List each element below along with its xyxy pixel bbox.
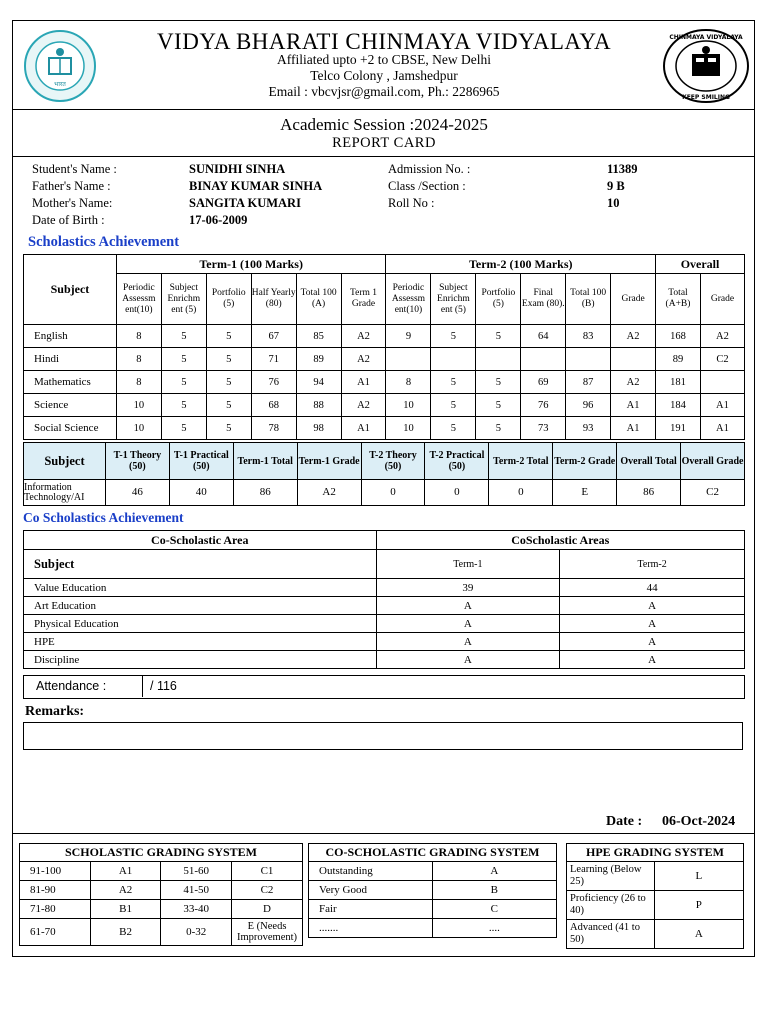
- table-row: [24, 371, 745, 394]
- table-cell: 5: [206, 417, 251, 440]
- column-header: Term 1 Grade: [341, 274, 386, 325]
- coscholastic-area-header: Co-Scholastic Area: [24, 531, 377, 550]
- it-table: [23, 442, 745, 506]
- grading-cell: Advanced (41 to 50): [567, 920, 655, 949]
- scholastic-title: Scholastics Achievement: [28, 234, 180, 250]
- table-cell: [521, 348, 566, 371]
- table-cell: [566, 348, 611, 371]
- it-column-header: Overall Total: [617, 443, 681, 480]
- coscholastic-area-name: HPE: [24, 633, 377, 651]
- it-cell: E: [553, 480, 617, 506]
- grading-cell: C: [432, 900, 556, 919]
- it-cell: 0: [489, 480, 553, 506]
- table-cell: [611, 348, 656, 371]
- table-cell: A1: [700, 417, 744, 440]
- coscholastic-term1-value: A: [376, 615, 560, 633]
- table-cell: 5: [161, 348, 206, 371]
- grading-row: [20, 862, 303, 881]
- table-cell: 10: [386, 417, 431, 440]
- coscholastic-areas-header: CoScholastic Areas: [376, 531, 745, 550]
- admission-value: 11389: [607, 162, 638, 176]
- column-header: Subject Enrichm ent (5): [161, 274, 206, 325]
- table-cell: 8: [116, 371, 161, 394]
- remarks-box: [23, 722, 743, 750]
- subject-name: Science: [24, 394, 117, 417]
- coscholastic-area-name: Art Education: [24, 597, 377, 615]
- grading-cell: Fair: [309, 900, 433, 919]
- grading-row: [309, 900, 557, 919]
- it-column-header: Overall Grade: [681, 443, 745, 480]
- table-cell: 8: [116, 348, 161, 371]
- grading-row: [20, 881, 303, 900]
- grading-cell: Outstanding: [309, 862, 433, 881]
- header-divider: [12, 109, 755, 110]
- table-cell: 8: [116, 325, 161, 348]
- column-header: Total (A+B): [656, 274, 701, 325]
- date-label: Date :: [606, 814, 643, 829]
- table-row: [24, 325, 745, 348]
- grading-cell: C1: [232, 862, 303, 881]
- grading-cell: ....: [432, 919, 556, 938]
- coscholastic-subject-header: Subject: [24, 550, 377, 579]
- table-cell: A1: [341, 417, 386, 440]
- coscholastic-term2-value: 44: [560, 579, 745, 597]
- scholastic-grading-title: SCHOLASTIC GRADING SYSTEM: [20, 844, 303, 862]
- grading-cell: B2: [90, 919, 161, 946]
- student-name-label: Student's Name :: [32, 162, 117, 176]
- mother-name: SANGITA KUMARI: [189, 196, 301, 210]
- coscholastic-term2-value: A: [560, 651, 745, 669]
- table-cell: 89: [296, 348, 341, 371]
- school-affiliation: Affiliated upto +2 to CBSE, New Delhi: [277, 52, 491, 67]
- table-cell: 68: [251, 394, 296, 417]
- grading-cell: 61-70: [20, 919, 91, 946]
- table-cell: 5: [161, 417, 206, 440]
- it-column-header: Term-2 Grade: [553, 443, 617, 480]
- it-cell: Information Technology/AI: [24, 480, 106, 506]
- table-row: [24, 348, 745, 371]
- attendance-value: / 116: [150, 679, 177, 693]
- column-header: Half Yearly (80): [251, 274, 296, 325]
- column-header: Periodic Assessm ent(10): [386, 274, 431, 325]
- attendance-box: [23, 675, 745, 699]
- table-cell: 85: [296, 325, 341, 348]
- grading-cell: .......: [309, 919, 433, 938]
- grading-cell: B1: [90, 900, 161, 919]
- table-cell: A2: [341, 394, 386, 417]
- grading-cell: 71-80: [20, 900, 91, 919]
- remarks-label: Remarks:: [25, 704, 85, 719]
- table-row: [24, 417, 745, 440]
- table-row: [24, 579, 745, 597]
- grading-cell: 51-60: [161, 862, 232, 881]
- column-header: Portfolio (5): [476, 274, 521, 325]
- table-cell: 69: [521, 371, 566, 394]
- grading-cell: 41-50: [161, 881, 232, 900]
- table-cell: 94: [296, 371, 341, 394]
- grading-cell: Learning (Below 25): [567, 862, 655, 891]
- grading-row: [309, 862, 557, 881]
- term2-header: Term-2 (100 Marks): [386, 255, 656, 274]
- table-cell: 184: [656, 394, 701, 417]
- table-cell: 5: [431, 371, 476, 394]
- table-cell: A1: [611, 394, 656, 417]
- term1-header: Term-1 (100 Marks): [116, 255, 386, 274]
- table-cell: [431, 348, 476, 371]
- table-cell: 64: [521, 325, 566, 348]
- scholastic-grading-table: [19, 843, 303, 946]
- table-cell: 5: [431, 394, 476, 417]
- table-cell: 5: [161, 325, 206, 348]
- scholastic-table: [23, 254, 745, 440]
- coscholastic-area-name: Physical Education: [24, 615, 377, 633]
- table-cell: A2: [700, 325, 744, 348]
- it-column-header: T-1 Practical (50): [169, 443, 233, 480]
- grading-row: [309, 919, 557, 938]
- table-row: [24, 615, 745, 633]
- table-cell: 5: [161, 394, 206, 417]
- table-cell: A2: [341, 325, 386, 348]
- footer-divider: [12, 833, 755, 834]
- grading-cell: 0-32: [161, 919, 232, 946]
- column-header: Grade: [611, 274, 656, 325]
- table-cell: 83: [566, 325, 611, 348]
- table-cell: 5: [431, 417, 476, 440]
- it-column-header: T-1 Theory (50): [105, 443, 169, 480]
- table-cell: 78: [251, 417, 296, 440]
- class-value: 9 B: [607, 179, 625, 193]
- table-cell: 76: [251, 371, 296, 394]
- table-cell: 5: [476, 394, 521, 417]
- report-title: REPORT CARD: [332, 135, 436, 151]
- table-cell: 67: [251, 325, 296, 348]
- subject-header: Subject: [24, 255, 117, 325]
- table-cell: 93: [566, 417, 611, 440]
- it-cell: 86: [233, 480, 297, 506]
- table-cell: A1: [611, 417, 656, 440]
- column-header: Total 100 (B): [566, 274, 611, 325]
- grading-cell: A: [654, 920, 743, 949]
- coscholastic-table: [23, 530, 745, 669]
- grading-cell: E (Needs Improvement): [232, 919, 303, 946]
- table-cell: 89: [656, 348, 701, 371]
- father-name-label: Father's Name :: [32, 179, 111, 193]
- it-column-header: Term-1 Grade: [297, 443, 361, 480]
- coscholastic-term2-value: A: [560, 633, 745, 651]
- grading-cell: 81-90: [20, 881, 91, 900]
- table-row: [24, 597, 745, 615]
- table-cell: 5: [161, 371, 206, 394]
- coscholastic-term1-value: A: [376, 633, 560, 651]
- table-cell: A1: [700, 394, 744, 417]
- grading-row: [567, 920, 744, 949]
- table-cell: 98: [296, 417, 341, 440]
- it-column-header: T-2 Practical (50): [425, 443, 489, 480]
- mother-name-label: Mother's Name:: [32, 196, 113, 210]
- table-cell: 5: [206, 371, 251, 394]
- table-cell: 5: [206, 394, 251, 417]
- it-cell: A2: [297, 480, 361, 506]
- it-column-header: T-2 Theory (50): [361, 443, 425, 480]
- table-cell: 76: [521, 394, 566, 417]
- father-name: BINAY KUMAR SINHA: [189, 179, 323, 193]
- grading-row: [20, 919, 303, 946]
- coscholastic-area-name: Value Education: [24, 579, 377, 597]
- school-name: VIDYA BHARATI CHINMAYA VIDYALAYA: [156, 29, 612, 54]
- coscholastic-term1-header: Term-1: [376, 550, 560, 579]
- hpe-grading-table: [566, 843, 744, 949]
- it-column-header: Term-2 Total: [489, 443, 553, 480]
- table-cell: 191: [656, 417, 701, 440]
- grading-cell: 91-100: [20, 862, 91, 881]
- subject-name: Social Science: [24, 417, 117, 440]
- it-cell: 46: [105, 480, 169, 506]
- table-cell: 5: [206, 348, 251, 371]
- svg-text:भारत: भारत: [54, 81, 66, 88]
- table-cell: [476, 348, 521, 371]
- grading-row: [567, 862, 744, 891]
- table-cell: A1: [341, 371, 386, 394]
- coscholastic-term1-value: A: [376, 597, 560, 615]
- table-cell: 5: [431, 325, 476, 348]
- roll-label: Roll No :: [388, 196, 435, 210]
- dob-label: Date of Birth :: [32, 213, 105, 227]
- table-cell: C2: [700, 348, 744, 371]
- subject-name: Hindi: [24, 348, 117, 371]
- grading-cell: B: [432, 881, 556, 900]
- table-cell: 168: [656, 325, 701, 348]
- coscholastic-term1-value: A: [376, 651, 560, 669]
- coscholastic-term2-value: A: [560, 615, 745, 633]
- table-cell: 5: [476, 417, 521, 440]
- table-cell: A2: [611, 371, 656, 394]
- table-row: [24, 394, 745, 417]
- subject-name: English: [24, 325, 117, 348]
- column-header: Grade: [700, 274, 744, 325]
- coscholastic-grading-title: CO-SCHOLASTIC GRADING SYSTEM: [309, 844, 557, 862]
- admission-label: Admission No. :: [388, 162, 471, 176]
- school-address: Telco Colony , Jamshedpur: [310, 68, 458, 83]
- table-cell: 5: [476, 371, 521, 394]
- grading-cell: A2: [90, 881, 161, 900]
- svg-text:KEEP SMILING: KEEP SMILING: [682, 94, 730, 101]
- grading-cell: 33-40: [161, 900, 232, 919]
- it-cell: C2: [681, 480, 745, 506]
- svg-text:CHINMAYA VIDYALAYA: CHINMAYA VIDYALAYA: [669, 34, 743, 41]
- date-value: 06-Oct-2024: [662, 814, 736, 829]
- table-cell: 181: [656, 371, 701, 394]
- subject-name: Mathematics: [24, 371, 117, 394]
- table-cell: A2: [341, 348, 386, 371]
- coscholastic-term2-header: Term-2: [560, 550, 745, 579]
- grading-row: [309, 881, 557, 900]
- grading-cell: A: [432, 862, 556, 881]
- table-row: [24, 633, 745, 651]
- table-cell: 73: [521, 417, 566, 440]
- table-cell: 96: [566, 394, 611, 417]
- coscholastic-area-name: Discipline: [24, 651, 377, 669]
- grading-cell: P: [654, 891, 743, 920]
- it-cell: 0: [425, 480, 489, 506]
- it-cell: 0: [361, 480, 425, 506]
- table-row: [24, 651, 745, 669]
- grading-cell: D: [232, 900, 303, 919]
- roll-value: 10: [607, 196, 620, 210]
- grading-cell: Proficiency (26 to 40): [567, 891, 655, 920]
- class-label: Class /Section :: [388, 179, 466, 193]
- attendance-label: Attendance :: [36, 679, 107, 693]
- column-header: Total 100 (A): [296, 274, 341, 325]
- table-cell: 9: [386, 325, 431, 348]
- school-contact: Email : vbcvjsr@gmail.com, Ph.: 2286965: [268, 84, 500, 99]
- grading-cell: Very Good: [309, 881, 433, 900]
- table-cell: 10: [116, 394, 161, 417]
- coscholastic-term2-value: A: [560, 597, 745, 615]
- overall-header: Overall: [656, 255, 745, 274]
- coscholastic-title: Co Scholastics Achievement: [23, 510, 184, 525]
- academic-session: Academic Session :2024-2025: [280, 115, 488, 134]
- table-cell: 5: [206, 325, 251, 348]
- grading-cell: A1: [90, 862, 161, 881]
- table-cell: 71: [251, 348, 296, 371]
- coscholastic-grading-table: [308, 843, 557, 938]
- column-header: Periodic Assessm ent(10): [116, 274, 161, 325]
- table-cell: 10: [386, 394, 431, 417]
- grading-row: [567, 891, 744, 920]
- it-column-header: Term-1 Total: [233, 443, 297, 480]
- column-header: Subject Enrichm ent (5): [431, 274, 476, 325]
- title-divider: [12, 156, 755, 157]
- table-cell: [700, 371, 744, 394]
- table-cell: A2: [611, 325, 656, 348]
- it-column-header: Subject: [24, 443, 106, 480]
- dob-value: 17-06-2009: [189, 213, 248, 227]
- grading-row: [20, 900, 303, 919]
- column-header: Final Exam (80).: [521, 274, 566, 325]
- it-cell: 86: [617, 480, 681, 506]
- hpe-grading-title: HPE GRADING SYSTEM: [567, 844, 744, 862]
- table-cell: [386, 348, 431, 371]
- it-cell: 40: [169, 480, 233, 506]
- table-cell: 88: [296, 394, 341, 417]
- table-cell: 5: [476, 325, 521, 348]
- coscholastic-term1-value: 39: [376, 579, 560, 597]
- table-cell: 8: [386, 371, 431, 394]
- student-name: SUNIDHI SINHA: [189, 162, 286, 176]
- column-header: Portfolio (5): [206, 274, 251, 325]
- grading-cell: L: [654, 862, 743, 891]
- grading-cell: C2: [232, 881, 303, 900]
- table-cell: 87: [566, 371, 611, 394]
- table-cell: 10: [116, 417, 161, 440]
